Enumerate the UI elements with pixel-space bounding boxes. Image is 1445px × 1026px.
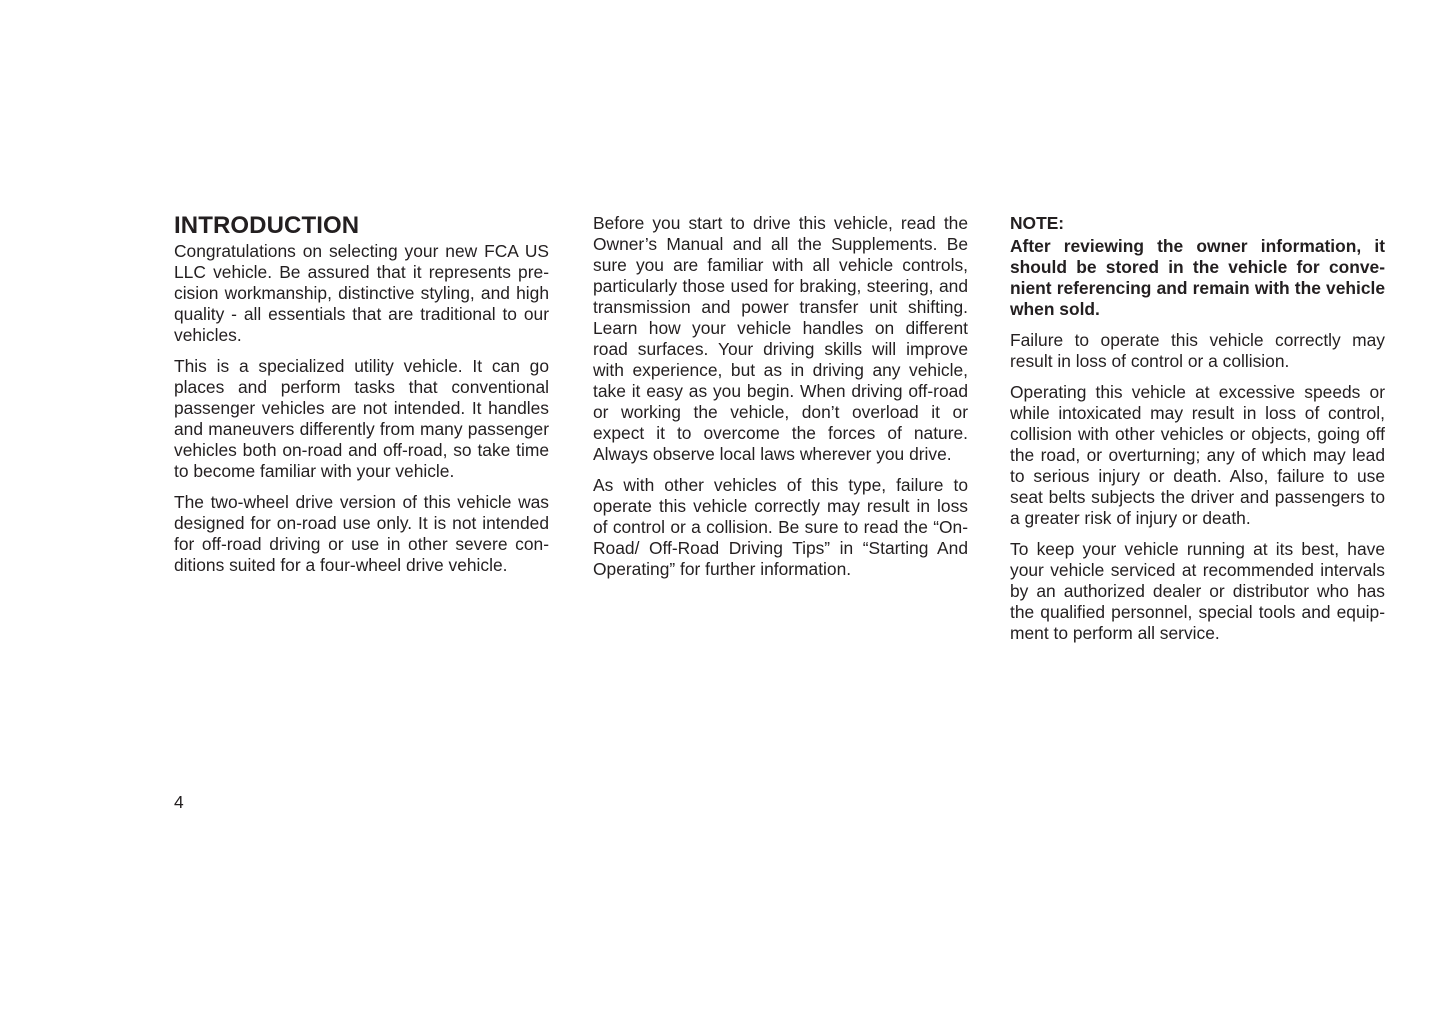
intro-paragraph-utility-vehicle: This is a specialized utility vehicle. It can go places and perform tasks that conventional passenger vehicles are not intended. It handles and maneuvers differently from many passenger vehicles both on-road and off-road, so take time to become familiar with your vehicle. [174, 356, 549, 481]
intro-paragraph-before-you-start: Before you start to drive this vehicle, read the Owner’s Manual and all the Supplements. Be sure you are familiar with all vehicle controls, particularly those used for braking, steering, and transmission and power transfer unit shifting. Learn how your vehicle handles on different road surfaces. Your driving skills will improve with experience, but as in driving any vehicle, take it easy as you begin. When driving off-road or working the vehicle, don’t overload it or expect it to overcome the forces of nature. Always observe local laws wherever you drive. [593, 213, 968, 464]
intro-paragraph-failure-warning: As with other vehicles of this type, failure to operate this vehicle correctly may result in loss of control or a collision. Be sure to read the “On-Road/ Off-Road Driving Tips” in “Starting And Operating” for further information. [593, 475, 968, 579]
intro-paragraph-service: To keep your vehicle running at its best, have your vehicle serviced at recommended intervals by an authorized dealer or distributor who has the qualified personnel, special tools and equipment to perform all service. [1010, 539, 1385, 643]
section-heading: INTRODUCTION [174, 212, 360, 239]
intro-paragraph-loss-of-control: Failure to operate this vehicle correctly may result in loss of control or a collision. [1010, 330, 1385, 371]
page-number: 4 [174, 792, 184, 812]
intro-column-left [174, 211, 549, 586]
intro-paragraph-congratulations: Congratulations on selecting your new FCA US LLC vehicle. Be assured that it represents precision workmanship, distinctive styling, and high quality - all essentials that are traditional to our vehicles. [174, 241, 549, 345]
intro-column-middle [593, 213, 968, 590]
note-text: After reviewing the owner information, it should be stored in the vehicle for convenient referencing and remain with the vehicle when sold. [1010, 236, 1385, 319]
intro-paragraph-two-wheel-drive: The two-wheel drive version of this vehicle was designed for on-road use only. It is not intended for off-road driving or use in other severe conditions suited for a four-wheel drive vehicle. [174, 492, 549, 575]
intro-column-right [1010, 213, 1385, 654]
intro-paragraph-excessive-speeds: Operating this vehicle at excessive speeds or while intoxicated may result in loss of control, collision with other vehicles or objects, going off the road, or overturning; any of which may lead to serious injury or death. Also, failure to use seat belts subjects the driver and passengers to a greater risk of injury or death. [1010, 382, 1385, 528]
note-label: NOTE: [1010, 213, 1065, 233]
